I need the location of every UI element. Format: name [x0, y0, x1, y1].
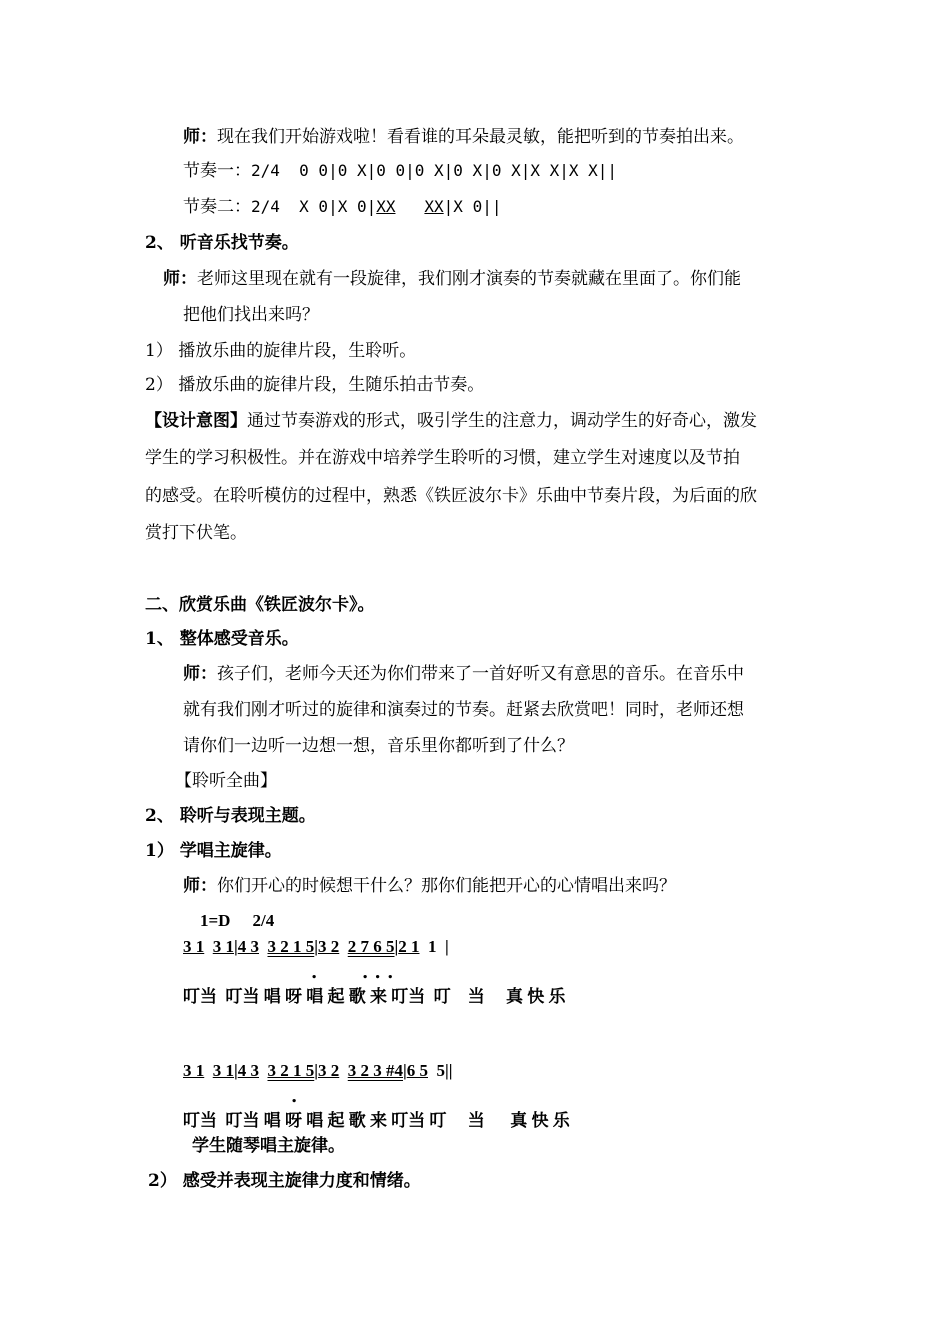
subsection-heading-learn-melody: 1） 学唱主旋律。 [145, 841, 282, 861]
score-note-group: 6 5 [406, 1061, 428, 1080]
score-note-group: 3 2 1 5 [267, 937, 315, 956]
score-lower-octave-dots: . . . [362, 962, 394, 983]
teacher-speech: 孩子们，老师今天还为你们带来了一首好听又有意思的音乐。在音乐中 [217, 664, 744, 684]
score-lower-octave-dot: . [291, 1086, 298, 1107]
design-intent-line-3: 的感受。在聆听模仿的过程中，熟悉《铁匠波尔卡》乐曲中节奏片段，为后面的欣 [145, 486, 757, 506]
score-key-signature [200, 910, 274, 932]
rhythm-two-label: 节奏二： [183, 197, 251, 217]
subsection-heading-theme: 2、 聆听与表现主题。 [145, 806, 316, 826]
score-note-group: 3 2 3 #4 [347, 1061, 403, 1080]
design-intent-line-2: 学生的学习积极性。并在游戏中培养学生聆听的习惯，建立学生对速度以及节拍 [145, 448, 740, 468]
score-row-2: 3 1 3 1|4 3 3 2 1 5|3 2 3 2 3 #4|6 5 5|| [183, 1061, 453, 1080]
teacher-line-melody [163, 268, 741, 290]
rhythm-two-notation-end: |X 0|| [443, 197, 502, 216]
teacher-line-introduce-2: 就有我们刚才听过的旋律和演奏过的节奏。赶紧去欣赏吧！同时，老师还想 [183, 700, 744, 720]
rhythm-two-gap [396, 197, 425, 216]
teacher-label: 师： [163, 269, 197, 289]
score-note: 1 [428, 937, 437, 956]
rhythm-one-notation: 2/4 0 0|0 X|0 0|0 X|0 X|0 X|X X|X X|| [251, 161, 618, 180]
teacher-line-happy [183, 875, 676, 897]
score-note-group: 2 1 [398, 937, 420, 956]
teacher-speech: 老师这里现在就有一段旋律，我们刚才演奏的节奏就藏在里面了。你们能 [197, 269, 741, 289]
score-lyrics-2: 叮当 叮当 唱 呀 唱 起 歌 来 叮当 叮 当 真 快 乐 [183, 1111, 570, 1130]
design-intent-label: 【设计意图】 [145, 411, 247, 431]
teacher-label: 师： [183, 127, 217, 147]
score-note-group: 3 2 [318, 937, 340, 956]
score-note-group: 2 7 6 5 [347, 937, 395, 956]
teacher-line-introduce-3: 请你们一边听一边想一想，音乐里你都听到了什么？ [183, 736, 574, 756]
score-time-signature: 2/4 [252, 911, 275, 930]
score-note: 5 [436, 1061, 445, 1080]
design-intent-text: 通过节奏游戏的形式，吸引学生的注意力，调动学生的好奇心，激发 [247, 411, 757, 431]
list-item-play-melody: 1） 播放乐曲的旋律片段，生聆听。 [145, 341, 417, 361]
design-intent-line-1 [145, 410, 757, 432]
teacher-label: 师： [183, 876, 217, 896]
section-heading-listen-rhythm: 2、 听音乐找节奏。 [145, 233, 299, 253]
rhythm-one [183, 160, 617, 182]
teacher-line-melody-cont: 把他们找出来吗？ [183, 305, 319, 325]
score-row-1: 3 1 3 1|4 3 3 2 1 5|3 2 2 7 6 5|2 1 1 | [183, 937, 449, 956]
teacher-speech: 现在我们开始游戏啦！看看谁的耳朵最灵敏，能把听到的节奏拍出来。 [217, 127, 744, 147]
score-note-group: 3 1 [183, 937, 205, 956]
rhythm-two-eighth-pair: XX [424, 197, 444, 216]
listen-whole-song: 【聆听全曲】 [175, 771, 277, 791]
teacher-line-game [183, 126, 744, 148]
rhythm-two-notation-start: 2/4 X 0|X 0| [251, 197, 377, 216]
rhythm-two [183, 196, 501, 218]
design-intent-line-4: 赏打下伏笔。 [145, 523, 247, 543]
teacher-speech: 你们开心的时候想干什么？那你们能把开心的心情唱出来吗？ [217, 876, 676, 896]
score-note-group: 4 3 [237, 937, 259, 956]
score-note-group: 3 2 1 5 [267, 1061, 315, 1080]
score-note-group: 3 2 [318, 1061, 340, 1080]
score-note-group: 3 1 [212, 937, 234, 956]
score-note-group: 3 1 [183, 1061, 205, 1080]
score-key: 1=D [200, 911, 231, 930]
section-heading-appreciate: 二、欣赏乐曲《铁匠波尔卡》。 [145, 595, 375, 615]
subsection-heading-overall: 1、 整体感受音乐。 [145, 629, 299, 649]
teacher-label: 师： [183, 664, 217, 684]
score-lyrics-1: 叮当 叮当 唱 呀 唱 起 歌 来 叮当 叮 当 真 快 乐 [183, 987, 566, 1006]
subsection-heading-dynamics: 2） 感受并表现主旋律力度和情绪。 [148, 1171, 421, 1191]
students-follow-piano: 学生随琴唱主旋律。 [192, 1136, 345, 1156]
rhythm-one-label: 节奏一： [183, 161, 251, 181]
teacher-line-introduce [183, 663, 744, 685]
score-lower-octave-dot: . [311, 962, 318, 983]
list-item-clap-rhythm: 2） 播放乐曲的旋律片段，生随乐拍击节奏。 [145, 375, 485, 395]
score-note-group: 4 3 [237, 1061, 259, 1080]
rhythm-two-eighth-pair: XX [376, 197, 396, 216]
score-note-group: 3 1 [212, 1061, 234, 1080]
